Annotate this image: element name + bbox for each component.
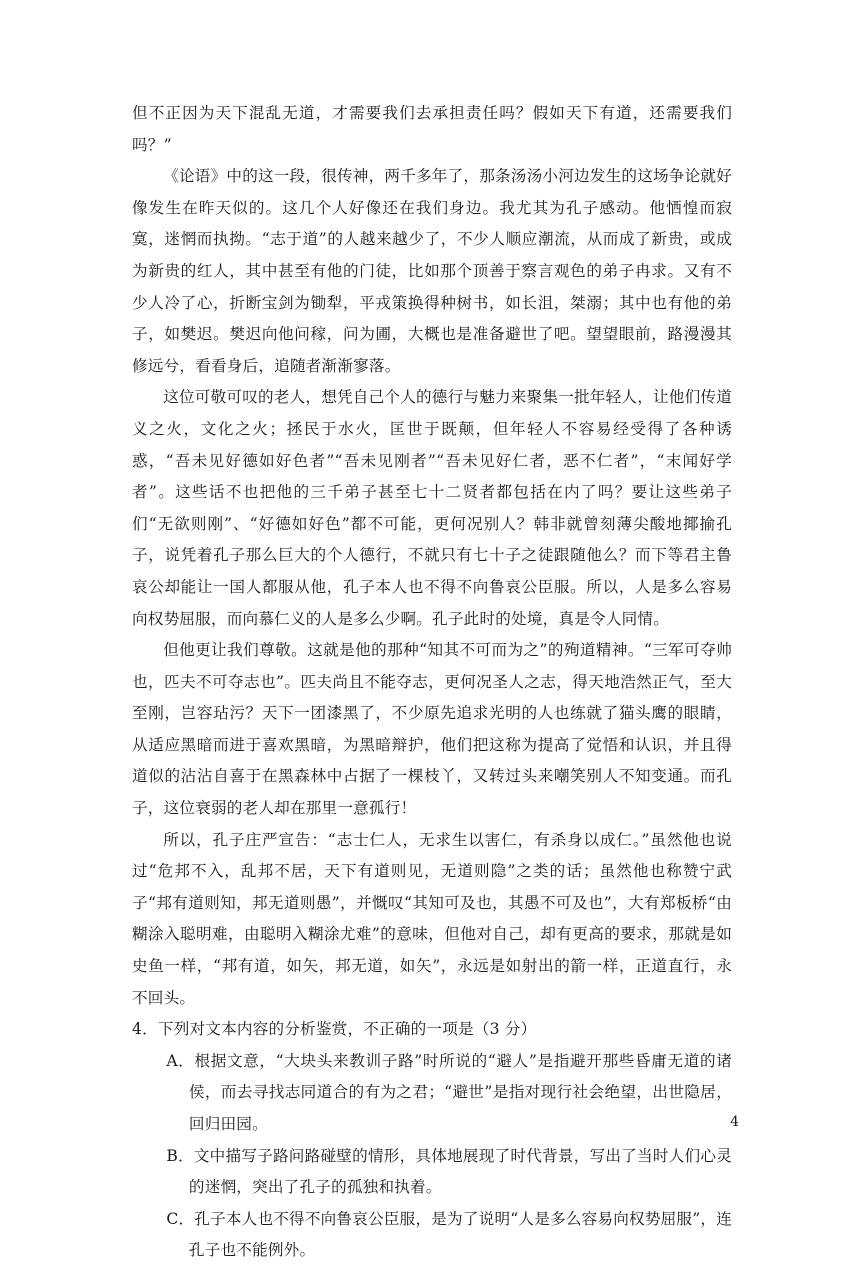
option-c: C．孔子本人也不得不向鲁哀公臣服，是为了说明“人是多么容易向权势屈服”，连孔子也不能例外。 xyxy=(166,1209,732,1260)
paragraph-lunyu: 《论语》中的这一段，很传神，两千多年了，那条汤汤小河边发生的这场争论就好像发生在昨天似的。这几个人好像还在我们身边。我尤其为孔子感动。他恓惶而寂寞，迷惘而执拗。“志于道”的人越来越少了，不少人顺应潮流，从而成了新贵，或成为新贵的红人，其中甚至有他的门徒，比如那个顶善于察言观色的弟子冉求。又有不少人冷了心，折断宝剑为锄犁，平戎策换得种树书，如长沮，桀溺；其中也有他的弟子，如樊迟。樊迟向他问稼，问为圃，大概也是准备避世了吧。望望眼前，路漫漫其修远兮，看看身后，追随者渐渐寥落。 xyxy=(132,167,732,375)
paragraph-old-man: 这位可敬可叹的老人，想凭自己个人的德行与魅力来聚集一批年轻人，让他们传道义之火，文化之火；拯民于水火，匡世于既颠，但年轻人不容易经受得了各种诱惑，“吾未见好德如好色者”“吾未见刚者”“吾未见好仁者，恶不仁者”，“末闻好学者”。这些话不也把他的三千弟子甚至七十二贤者都包括在内了吗？要让这些弟子们“无欲则刚”、“好德如好色”都不可能，更何况别人？韩非就曾刻薄尖酸地揶揄孔子，说凭着孔子那么巨大的个人德行，不就只有七十子之徒跟随他么？而下等君主鲁哀公却能让一国人都服从他，孔子本人也不得不向鲁哀公臣服。所以，人是多么容易向权势屈服，而向慕仁义的人是多么少啊。孔子此时的处境，真是令人同情。 xyxy=(132,388,732,628)
paragraph-declaration: 所以，孔子庄严宣告：“志士仁人，无求生以害仁，有杀身以成仁。”虽然他也说过“危邦不入，乱邦不居，天下有道则见，无道则隐”之类的话；虽然他也称赞宁武子“邦有道则知，邦无道则愚”，并慨叹“其知可及也，其愚不可及也”，大有郑板桥“由糊涂入聪明难，由聪明入糊涂尤难”的意味，但他对自己，却有更高的要求，那就是如史鱼一样，“邦有道，如矢，邦无道，如矢”，永远是如射出的箭一样，正道直行，永不回头。 xyxy=(132,830,732,1007)
paragraph-respect: 但他更让我们尊敬。这就是他的那种“知其不可而为之”的殉道精神。“三军可夺帅也，匹夫不可夺志也”。匹夫尚且不能夺志，更何况圣人之志，得天地浩然正气，至大至刚，岂容玷污？天下一团漆黑了，不少原先追求光明的人也练就了猫头鹰的眼睛，从适应黑暗而进于喜欢黑暗，为黑暗辩护，他们把这称为提高了觉悟和认识，并且得道似的沾沾自喜于在黑森林中占据了一棵枝丫，又转过头来嘲笑别人不知变通。而孔子，这位衰弱的老人却在那里一意孤行！ xyxy=(132,641,732,818)
option-a: A．根据文意，“大块头来教训子路”时所说的“避人”是指避开那些昏庸无道的诸侯，而去寻找志同道合的有为之君；“避世”是指对现行社会绝望，出世隐居，回归田园。 xyxy=(166,1051,732,1133)
page-number: 4 xyxy=(730,1114,739,1130)
body-text xyxy=(132,98,732,1267)
question-stem: 4．下列对文本内容的分析鉴赏，不正确的一项是（3 分） xyxy=(132,1020,537,1039)
option-b: B．文中描写子路问路碰壁的情形，具体地展现了时代背景，写出了当时人们心灵的迷惘，突出了孔子的孤独和执着。 xyxy=(166,1146,732,1197)
paragraph-continuation: 但不正因为天下混乱无道，才需要我们去承担责任吗？假如天下有道，还需要我们吗？” xyxy=(132,104,732,154)
